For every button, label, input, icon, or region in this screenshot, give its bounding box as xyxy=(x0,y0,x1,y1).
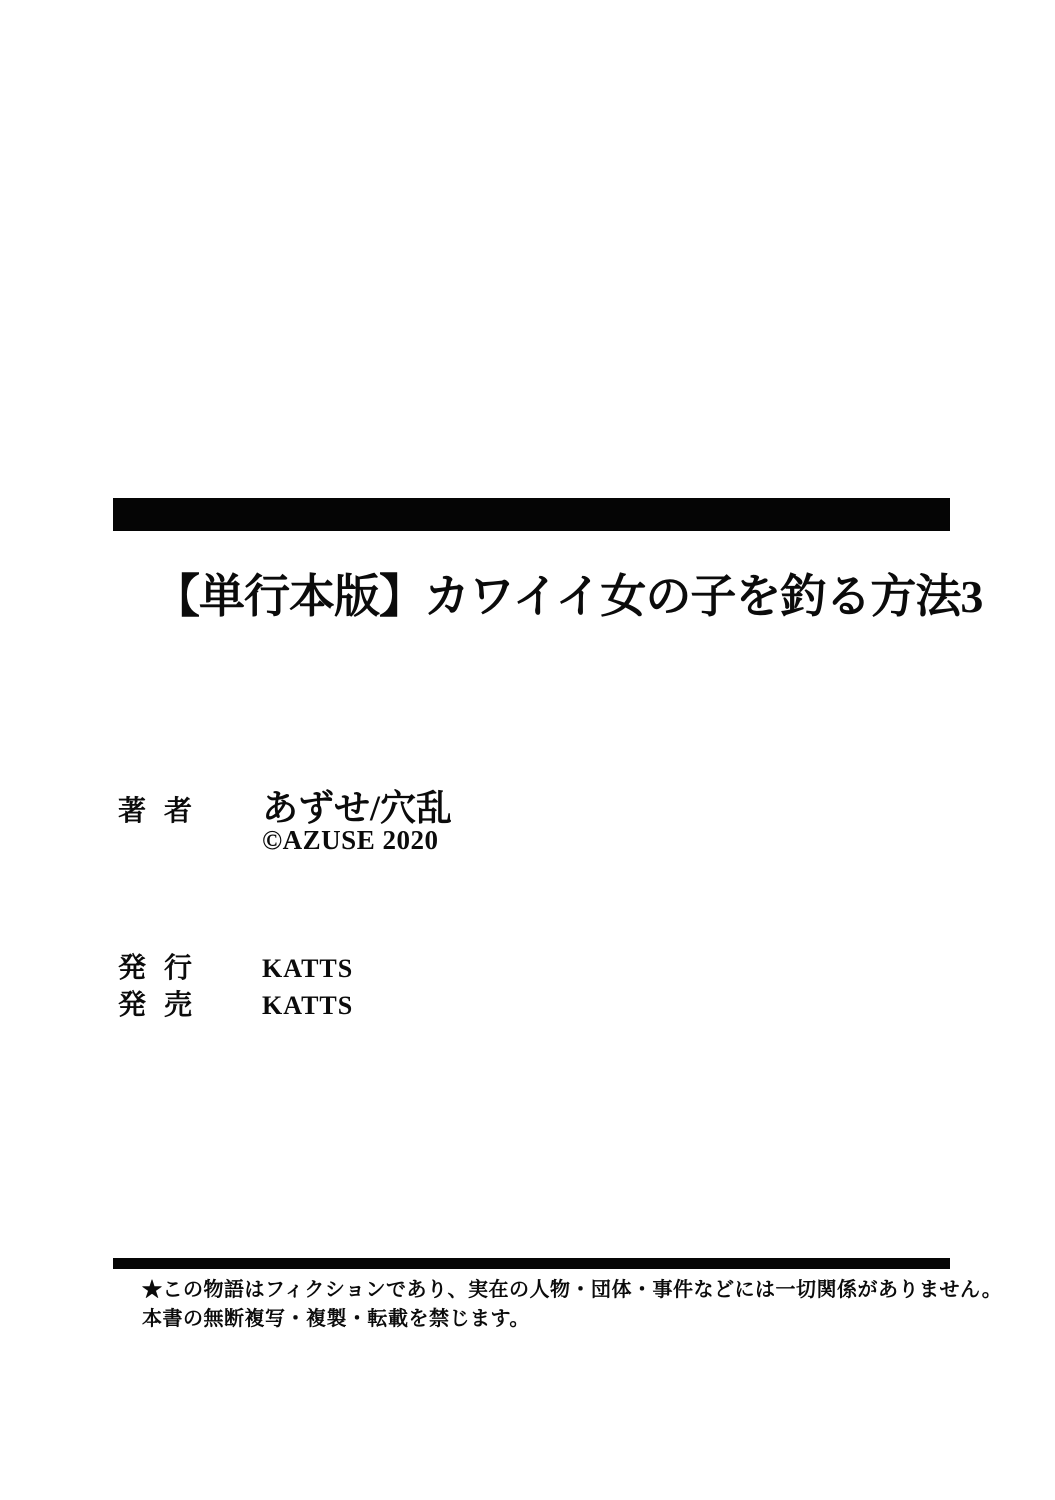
copyright-notice: ©AZUSE 2020 xyxy=(262,825,439,855)
distributor-name: KATTS xyxy=(262,991,354,1020)
top-divider-bar xyxy=(113,498,950,531)
publisher-label: 発行 xyxy=(118,953,192,984)
author-name: あずせ/穴乱 xyxy=(262,788,453,828)
publisher-name: KATTS xyxy=(262,954,354,983)
disclaimer-copy-line: 本書の無断複写・複製・転載を禁じます。 xyxy=(142,1308,530,1330)
publisher-row xyxy=(118,946,353,986)
book-title: 【単行本版】カワイイ女の子を釣る方法3 xyxy=(154,571,983,622)
disclaimer-fiction-line: ★この物語はフィクションであり、実在の人物・団体・事件などには一切関係がありません。 xyxy=(142,1279,1003,1301)
author-label: 著者 xyxy=(118,796,192,827)
distributor-label: 発売 xyxy=(118,990,192,1021)
bottom-divider-bar xyxy=(113,1258,950,1269)
author-row xyxy=(118,780,452,831)
distributor-row xyxy=(118,983,353,1023)
footer-disclaimer xyxy=(142,1276,1002,1334)
